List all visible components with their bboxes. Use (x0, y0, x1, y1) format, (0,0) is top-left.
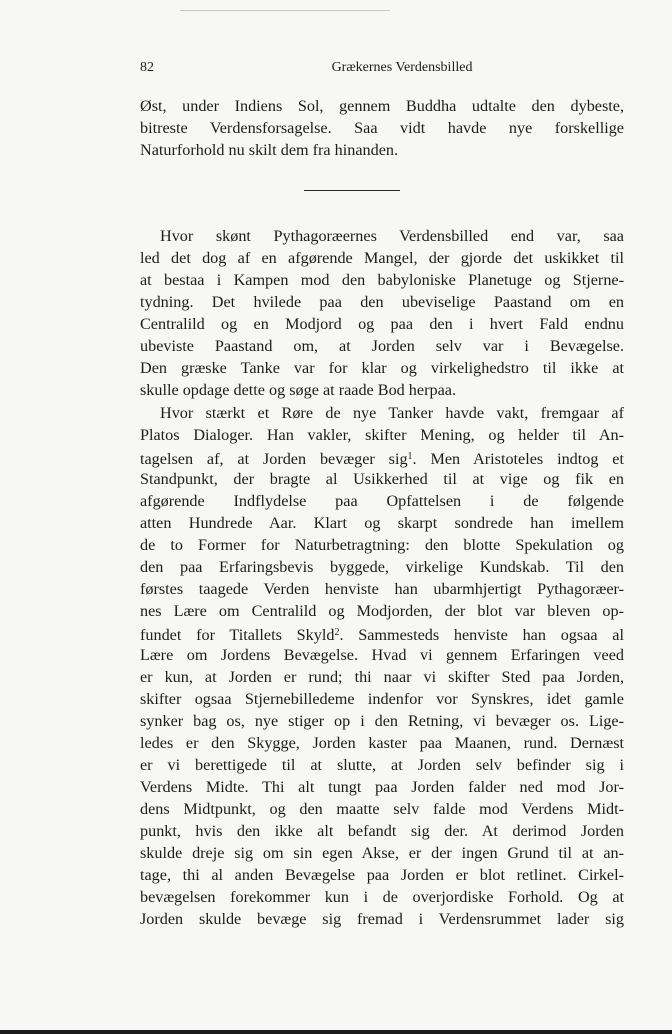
text-line: bevægelsen forekommer kun i de overjordiske Forhold. Og at (140, 888, 624, 906)
text-line: Øst, under Indiens Sol, gennem Buddha udtalte den dybeste, (140, 97, 624, 115)
text-line: tydning. Det hvilede paa den ubeviselige Paastand om en (140, 293, 624, 311)
text-line: ubeviste Paastand om, at Jorden selv var i Bevægelse. (140, 337, 624, 355)
text-line: skulle opdage dette og søge at raade Bod herpaa. (140, 381, 456, 399)
bottom-scan-edge (0, 1030, 672, 1034)
text-line (140, 622, 624, 644)
text-line: Lære om Jordens Bevægelse. Hvad vi gennem Erfaringen veed (140, 646, 624, 664)
footnote-marker: 2 (334, 627, 340, 638)
section-divider (304, 190, 400, 191)
text-line: Naturforhold nu skilt dem fra hinanden. (140, 141, 399, 159)
text-line: ledes er den Skygge, Jorden kaster paa Maanen, rund. Dernæst (140, 734, 624, 752)
text-line: dens Midtpunkt, og den maatte selv falde mod Verdens Midt- (140, 800, 624, 818)
text-line: led det dog af en afgørende Mangel, der gjorde det uskikket til (140, 249, 624, 267)
page-number: 82 (140, 60, 154, 75)
text-line: Platos Dialoger. Han vakler, skifter Mening, og helder til An- (140, 426, 624, 444)
text-line: Hvor stærkt et Røre de nye Tanker havde vakt, fremgaar af (160, 404, 624, 422)
text-line: førstes taagede Verden henviste han ubarmhjertigt Pythagoræer- (140, 580, 624, 598)
text-line: tage, thi al anden Bevægelse paa Jorden er blot retlinet. Cirkel- (140, 866, 624, 884)
text-line: Den græske Tanke var for klar og virkelighedstro til ikke at (140, 359, 624, 377)
text-line: er vi berettigede til at slutte, at Jorden selv befinder sig i (140, 756, 624, 774)
text-line: er kun, at Jorden er rund; thi naar vi skifter Sted paa Jorden, (140, 668, 624, 686)
text-line: de to Former for Naturbetragtning: den blotte Spekulation og (140, 536, 624, 554)
text-line: Verdens Midte. Thi alt tungt paa Jorden falder ned mod Jor- (140, 778, 624, 796)
top-edge-rule (180, 10, 390, 11)
text-line: Centralild og en Modjord og paa den i hvert Fald endnu (140, 315, 624, 333)
text-segment: . Men Aristoteles indtog et (412, 450, 624, 468)
text-line: atten Hundrede Aar. Klart og skarpt sondrede han imellem (140, 514, 624, 532)
running-title: Grækernes Verdensbilled (331, 60, 473, 75)
text-line: skulde dreje sig om sin egen Akse, er der ingen Grund til at an- (140, 844, 624, 862)
text-segment: tagelsen af, at Jorden bevæger sig (140, 450, 408, 468)
text-line: Hvor skønt Pythagoræernes Verdensbilled end var, saa (160, 227, 624, 245)
text-line: afgørende Indflydelse paa Opfattelsen i de følgende (140, 492, 624, 510)
text-segment: fundet for Titallets Skyld (140, 626, 335, 644)
text-line: skifter ogsaa Stjernebilledeme indenfor vor Synskres, idet gamle (140, 690, 624, 708)
text-line: nes Lære om Centralild og Modjorden, der blot var bleven op- (140, 602, 624, 620)
text-line: Standpunkt, der bragte al Usikkerhed til at vige og fik en (140, 470, 624, 488)
text-line: bitreste Verdensforsagelse. Saa vidt havde nye forskellige (140, 119, 624, 137)
text-line: punkt, hvis den ikke alt befandt sig der. At derimod Jorden (140, 822, 624, 840)
text-segment: . Sammesteds henviste han ogsaa al (339, 626, 624, 644)
text-line (140, 446, 624, 468)
running-head (140, 60, 624, 80)
footnote-marker: 1 (407, 451, 413, 462)
text-line: at bestaa i Kampen mod den babyloniske Planetuge og Stjerne- (140, 271, 624, 289)
text-line: Jorden skulde bevæge sig fremad i Verdensrummet lader sig (140, 910, 624, 928)
text-line: den paa Erfaringsbevis byggede, virkelige Kundskab. Til den (140, 558, 624, 576)
text-line: synker bag os, nye stiger op i den Retning, vi bevæger os. Lige- (140, 712, 624, 730)
